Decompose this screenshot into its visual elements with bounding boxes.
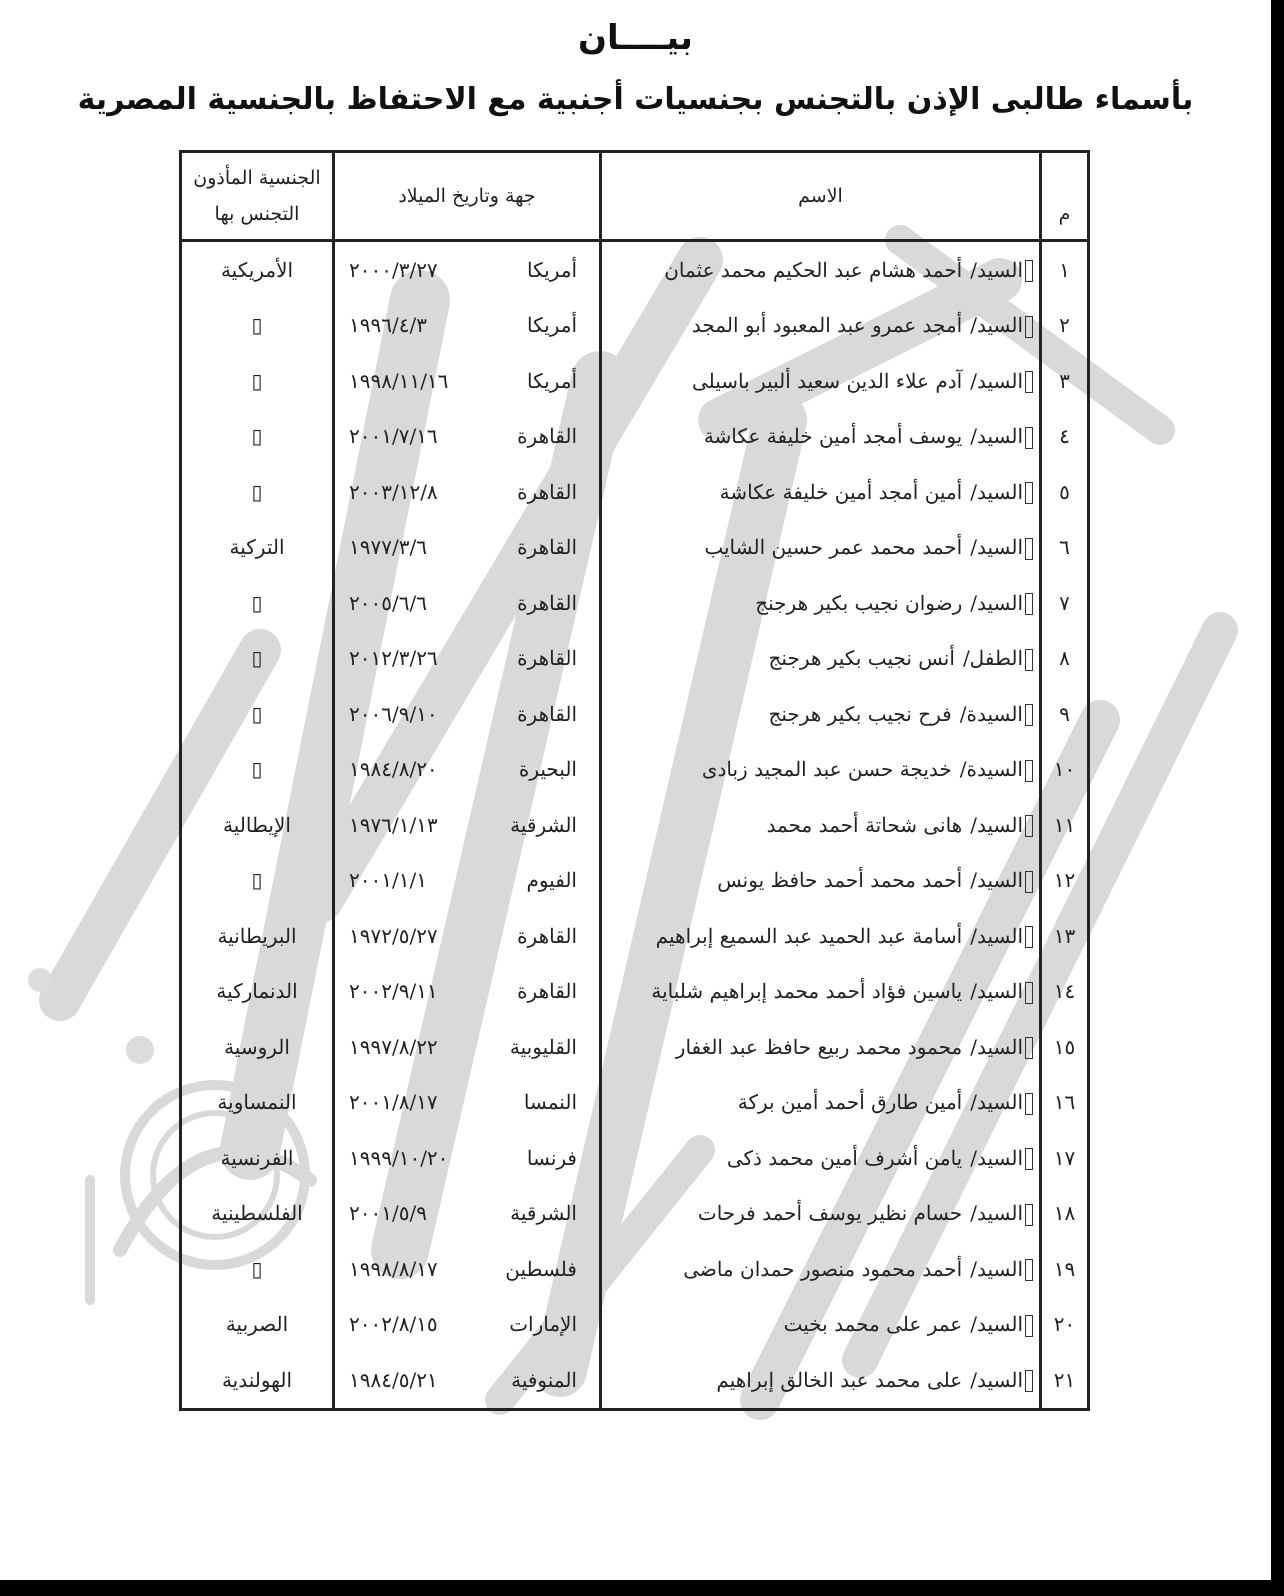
row-birth-date: ١٩٨٤/٥/٢١ [349, 1367, 438, 1392]
row-birth-cell [334, 1130, 601, 1186]
row-nationality-value: ▯ [251, 646, 263, 671]
row-nationality [181, 464, 334, 520]
row-birth-place: القاهرة [517, 979, 577, 1004]
row-number: ١٣ [1041, 908, 1089, 964]
row-honorific: السيد/ [970, 1367, 1023, 1392]
row-nationality-value: الدنماركية [216, 979, 298, 1004]
table-row [181, 1186, 1089, 1242]
row-full-name: أمين طارق أحمد أمين بركة [737, 1090, 963, 1114]
table-row [181, 686, 1089, 742]
row-nationality-value: الفلسطينية [211, 1201, 303, 1226]
table-row [181, 742, 1089, 798]
row-nationality-value: ▯ [251, 368, 263, 393]
document-title: بيــــان [578, 18, 693, 58]
row-full-name: عمر على محمد بخيت [783, 1312, 963, 1336]
row-birth-place: أمريكا [526, 313, 577, 338]
row-name-cell [601, 464, 1041, 520]
checkbox-icon [1025, 760, 1033, 782]
row-honorific: السيد/ [970, 1201, 1023, 1225]
row-honorific: السيد/ [970, 424, 1023, 448]
row-number: ١٩ [1041, 1241, 1089, 1297]
row-nationality-value: البريطانية [217, 923, 297, 948]
checkbox-icon [1025, 260, 1033, 282]
row-nationality [181, 964, 334, 1020]
row-birth-date: ١٩٩٦/٤/٣ [349, 313, 427, 338]
row-birth-date: ١٩٩٧/٨/٢٢ [349, 1034, 438, 1059]
header-number [1041, 152, 1089, 241]
row-nationality-value: النمساوية [217, 1090, 297, 1115]
row-name-cell [601, 742, 1041, 798]
row-nationality [181, 409, 334, 465]
row-name-cell [601, 298, 1041, 354]
row-nationality [181, 1075, 334, 1131]
row-number: ١٤ [1041, 964, 1089, 1020]
checkbox-icon [1025, 371, 1033, 393]
row-number: ١٧ [1041, 1130, 1089, 1186]
row-full-name: محمود محمد ربيع حافظ عبد الغفار [675, 1034, 963, 1059]
row-honorific: السيد/ [970, 812, 1023, 837]
row-birth-cell [334, 1075, 601, 1131]
table-row [181, 908, 1089, 964]
row-name-cell [601, 853, 1041, 909]
row-birth-date: ١٩٩٨/٨/١٧ [349, 1256, 438, 1281]
row-honorific: السيد/ [970, 923, 1023, 948]
row-birth-place: القاهرة [517, 479, 577, 504]
table-row [181, 631, 1089, 687]
row-birth-date: ٢٠٠١/٥/٩ [349, 1201, 427, 1226]
checkbox-icon [1025, 926, 1033, 948]
row-full-name: أحمد محمد أحمد حافظ يونس [717, 868, 963, 892]
row-full-name: رضوان نجيب بكير هرجنج [755, 590, 963, 615]
row-number: ١٢ [1041, 853, 1089, 909]
checkbox-icon [1025, 1148, 1033, 1170]
row-birth-place: الشرقية [510, 812, 577, 837]
row-nationality [181, 686, 334, 742]
checkbox-icon [1025, 649, 1033, 671]
row-nationality [181, 1019, 334, 1075]
row-full-name: خديجة حسن عبد المجيد زبادى [701, 757, 952, 781]
row-birth-cell [334, 575, 601, 631]
table-row [181, 520, 1089, 576]
row-birth-cell [334, 1186, 601, 1242]
row-birth-date: ٢٠٠١/١/١ [349, 868, 427, 893]
row-honorific: السيد/ [970, 313, 1023, 337]
row-birth-cell [334, 797, 601, 853]
row-full-name: أسامة عبد الحميد عبد السميع إبراهيم [655, 923, 963, 948]
row-full-name: يامن أشرف أمين محمد ذكى [726, 1145, 963, 1170]
row-birth-cell [334, 1019, 601, 1075]
row-birth-place: القاهرة [517, 923, 577, 948]
row-nationality-value: ▯ [251, 701, 263, 726]
row-full-name: آدم علاء الدين سعيد ألبير باسيلى [691, 368, 963, 393]
row-number: ١١ [1041, 797, 1089, 853]
row-nationality-value: الفرنسية [220, 1145, 294, 1170]
row-name-cell [601, 575, 1041, 631]
table-header-row [181, 152, 1089, 241]
row-birth-cell [334, 1352, 601, 1409]
row-nationality [181, 353, 334, 409]
row-name-cell [601, 1352, 1041, 1409]
row-number: ٢١ [1041, 1352, 1089, 1409]
row-nationality [181, 520, 334, 576]
row-nationality [181, 241, 334, 298]
row-birth-cell [334, 853, 601, 909]
row-full-name: أحمد هشام عبد الحكيم محمد عثمان [664, 257, 963, 282]
row-birth-date: ١٩٩٩/١٠/٢٠ [349, 1145, 449, 1170]
checkbox-icon [1025, 982, 1033, 1004]
row-birth-place: البحيرة [518, 757, 577, 782]
row-nationality-value: ▯ [251, 424, 263, 449]
row-full-name: يوسف أمجد أمين خليفة عكاشة [703, 424, 963, 448]
row-full-name: أنس نجيب بكير هرجنج [768, 646, 955, 670]
row-nationality [181, 298, 334, 354]
checkbox-icon [1025, 1259, 1033, 1281]
row-nationality [181, 908, 334, 964]
row-full-name: أمجد عمرو عبد المعبود أبو المجد [691, 313, 963, 337]
checkbox-icon [1025, 704, 1033, 726]
row-honorific: السيد/ [970, 868, 1023, 892]
table-row [181, 353, 1089, 409]
row-number: ٦ [1041, 520, 1089, 576]
row-nationality-value: ▯ [251, 313, 263, 338]
row-birth-cell [334, 409, 601, 465]
checkbox-icon [1025, 482, 1033, 504]
table-row [181, 298, 1089, 354]
row-nationality-value: الروسية [224, 1034, 290, 1059]
row-nationality [181, 853, 334, 909]
row-name-cell [601, 631, 1041, 687]
row-birth-place: القاهرة [517, 424, 577, 449]
row-honorific: السيدة/ [959, 701, 1023, 726]
table-row [181, 1352, 1089, 1409]
checkbox-icon [1025, 593, 1033, 615]
table-row [181, 1297, 1089, 1353]
row-birth-date: ١٩٧٢/٥/٢٧ [349, 923, 438, 948]
table-row [181, 853, 1089, 909]
row-nationality [181, 742, 334, 798]
row-name-cell [601, 1186, 1041, 1242]
row-number: ١٦ [1041, 1075, 1089, 1131]
row-birth-place: أمريكا [526, 257, 577, 282]
row-birth-place: فرنسا [526, 1145, 577, 1170]
row-number: ٥ [1041, 464, 1089, 520]
row-number: ٩ [1041, 686, 1089, 742]
checkbox-icon [1025, 815, 1033, 837]
row-birth-cell [334, 1241, 601, 1297]
header-birth: جهة وتاريخ الميلاد [334, 152, 601, 241]
row-birth-cell [334, 908, 601, 964]
row-honorific: السيد/ [970, 590, 1023, 615]
row-name-cell [601, 797, 1041, 853]
row-name-cell [601, 1075, 1041, 1131]
row-nationality-value: ▯ [251, 868, 263, 893]
row-number: ١٥ [1041, 1019, 1089, 1075]
row-nationality [181, 1297, 334, 1353]
row-nationality [181, 1130, 334, 1186]
checkbox-icon [1025, 1204, 1033, 1226]
row-birth-cell [334, 298, 601, 354]
table-row [181, 464, 1089, 520]
table-row [181, 575, 1089, 631]
table-row [181, 1075, 1089, 1131]
checkbox-icon [1025, 427, 1033, 449]
row-honorific: الطفل/ [962, 646, 1023, 670]
row-birth-date: ٢٠٠٠/٣/٢٧ [349, 257, 438, 282]
row-full-name: أحمد محمد عمر حسين الشايب [704, 535, 963, 559]
row-number: ١٠ [1041, 742, 1089, 798]
row-birth-cell [334, 686, 601, 742]
row-birth-place: القاهرة [517, 646, 577, 671]
row-name-cell [601, 1297, 1041, 1353]
row-nationality-value: الهولندية [221, 1367, 293, 1392]
row-birth-cell [334, 520, 601, 576]
row-number: ٣ [1041, 353, 1089, 409]
row-nationality-value: ▯ [251, 590, 263, 615]
row-birth-cell [334, 1297, 601, 1353]
row-honorific: السيد/ [970, 1312, 1023, 1336]
row-number: ١ [1041, 241, 1089, 298]
row-name-cell [601, 686, 1041, 742]
row-nationality [181, 1186, 334, 1242]
row-birth-place: القاهرة [517, 590, 577, 615]
row-full-name: ياسين فؤاد أحمد محمد إبراهيم شلباية [651, 979, 963, 1003]
row-nationality-value: التركية [229, 535, 285, 560]
row-birth-cell [334, 964, 601, 1020]
row-birth-place: الإمارات [509, 1312, 577, 1337]
row-number: ٤ [1041, 409, 1089, 465]
row-birth-place: فلسطين [505, 1256, 577, 1281]
row-nationality [181, 1241, 334, 1297]
row-nationality-value: ▯ [251, 479, 263, 504]
row-honorific: السيد/ [970, 257, 1023, 282]
row-birth-place: القاهرة [517, 535, 577, 560]
row-birth-date: ٢٠١٢/٣/٢٦ [349, 646, 438, 671]
table-row [181, 1241, 1089, 1297]
row-full-name: أحمد محمود منصور حمدان ماضى [683, 1256, 963, 1281]
row-honorific: السيد/ [970, 368, 1023, 393]
header-nationality: الجنسية المأذون التجنس بها [181, 152, 334, 241]
row-full-name: هانى شحاتة أحمد محمد [766, 812, 963, 837]
row-birth-date: ١٩٩٨/١١/١٦ [349, 368, 449, 393]
table-row [181, 1130, 1089, 1186]
row-birth-date: ١٩٧٦/١/١٣ [349, 812, 438, 837]
row-full-name: على محمد عبد الخالق إبراهيم [716, 1367, 963, 1392]
row-birth-cell [334, 241, 601, 298]
document-subtitle: بأسماء طالبى الإذن بالتجنس بجنسيات أجنبية مع الاحتفاظ بالجنسية المصرية [77, 82, 1194, 117]
row-number: ٢ [1041, 298, 1089, 354]
row-name-cell [601, 241, 1041, 298]
row-birth-cell [334, 353, 601, 409]
row-birth-date: ٢٠٠١/٨/١٧ [349, 1090, 438, 1115]
row-birth-date: ١٩٨٤/٨/٢٠ [349, 757, 438, 782]
row-nationality-value: الصربية [225, 1312, 289, 1337]
row-birth-cell [334, 464, 601, 520]
row-birth-date: ٢٠٠١/٧/١٦ [349, 424, 438, 449]
row-full-name: أمين أمجد أمين خليفة عكاشة [719, 479, 963, 504]
row-honorific: السيد/ [970, 1256, 1023, 1281]
row-birth-place: الفيوم [526, 868, 577, 893]
row-honorific: السيد/ [970, 1034, 1023, 1059]
row-honorific: السيد/ [970, 979, 1023, 1003]
row-birth-place: القاهرة [517, 701, 577, 726]
row-birth-cell [334, 631, 601, 687]
row-name-cell [601, 908, 1041, 964]
row-birth-date: ٢٠٠٦/٩/١٠ [349, 701, 438, 726]
row-birth-place: القليوبية [509, 1034, 577, 1059]
header-number-label: م [1058, 203, 1071, 225]
checkbox-icon [1025, 1093, 1033, 1115]
table-row [181, 409, 1089, 465]
row-birth-place: المنوفية [511, 1367, 577, 1392]
row-nationality [181, 1352, 334, 1409]
row-nationality-value: الإيطالية [223, 812, 291, 837]
row-birth-date: ٢٠٠٢/٨/١٥ [349, 1312, 438, 1337]
row-birth-place: الشرقية [510, 1201, 577, 1226]
row-birth-date: ١٩٧٧/٣/٦ [349, 535, 427, 560]
row-birth-place: أمريكا [526, 368, 577, 393]
row-name-cell [601, 964, 1041, 1020]
row-name-cell [601, 1130, 1041, 1186]
table-row [181, 1019, 1089, 1075]
row-number: ١٨ [1041, 1186, 1089, 1242]
row-nationality-value: ▯ [251, 1256, 263, 1281]
row-number: ٧ [1041, 575, 1089, 631]
row-honorific: السيد/ [970, 1145, 1023, 1170]
row-full-name: فرح نجيب بكير هرجنج [768, 701, 952, 726]
row-name-cell [601, 353, 1041, 409]
table-row [181, 797, 1089, 853]
row-birth-date: ٢٠٠٢/٩/١١ [349, 979, 438, 1004]
row-name-cell [601, 1019, 1041, 1075]
row-honorific: السيد/ [970, 479, 1023, 504]
row-nationality-value: الأمريكية [220, 257, 294, 282]
row-honorific: السيدة/ [959, 757, 1023, 781]
checkbox-icon [1025, 538, 1033, 560]
row-name-cell [601, 520, 1041, 576]
checkbox-icon [1025, 1037, 1033, 1059]
row-birth-date: ٢٠٠٣/١٢/٨ [349, 479, 438, 504]
row-honorific: السيد/ [970, 535, 1023, 559]
checkbox-icon [1025, 1315, 1033, 1337]
row-full-name: حسام نظير يوسف أحمد فرحات [697, 1201, 963, 1225]
row-nationality [181, 631, 334, 687]
checkbox-icon [1025, 871, 1033, 893]
row-nationality [181, 797, 334, 853]
row-number: ٢٠ [1041, 1297, 1089, 1353]
row-birth-date: ٢٠٠٥/٦/٦ [349, 590, 427, 615]
row-name-cell [601, 1241, 1041, 1297]
row-nationality-value: ▯ [251, 757, 263, 782]
row-birth-place: النمسا [523, 1090, 577, 1115]
checkbox-icon [1025, 1370, 1033, 1392]
table-row [181, 241, 1089, 298]
row-honorific: السيد/ [970, 1090, 1023, 1114]
row-name-cell [601, 409, 1041, 465]
checkbox-icon [1025, 316, 1033, 338]
row-nationality [181, 575, 334, 631]
row-birth-cell [334, 742, 601, 798]
row-number: ٨ [1041, 631, 1089, 687]
header-name: الاسم [601, 152, 1041, 241]
table-row [181, 964, 1089, 1020]
applicants-table [179, 150, 1090, 1411]
